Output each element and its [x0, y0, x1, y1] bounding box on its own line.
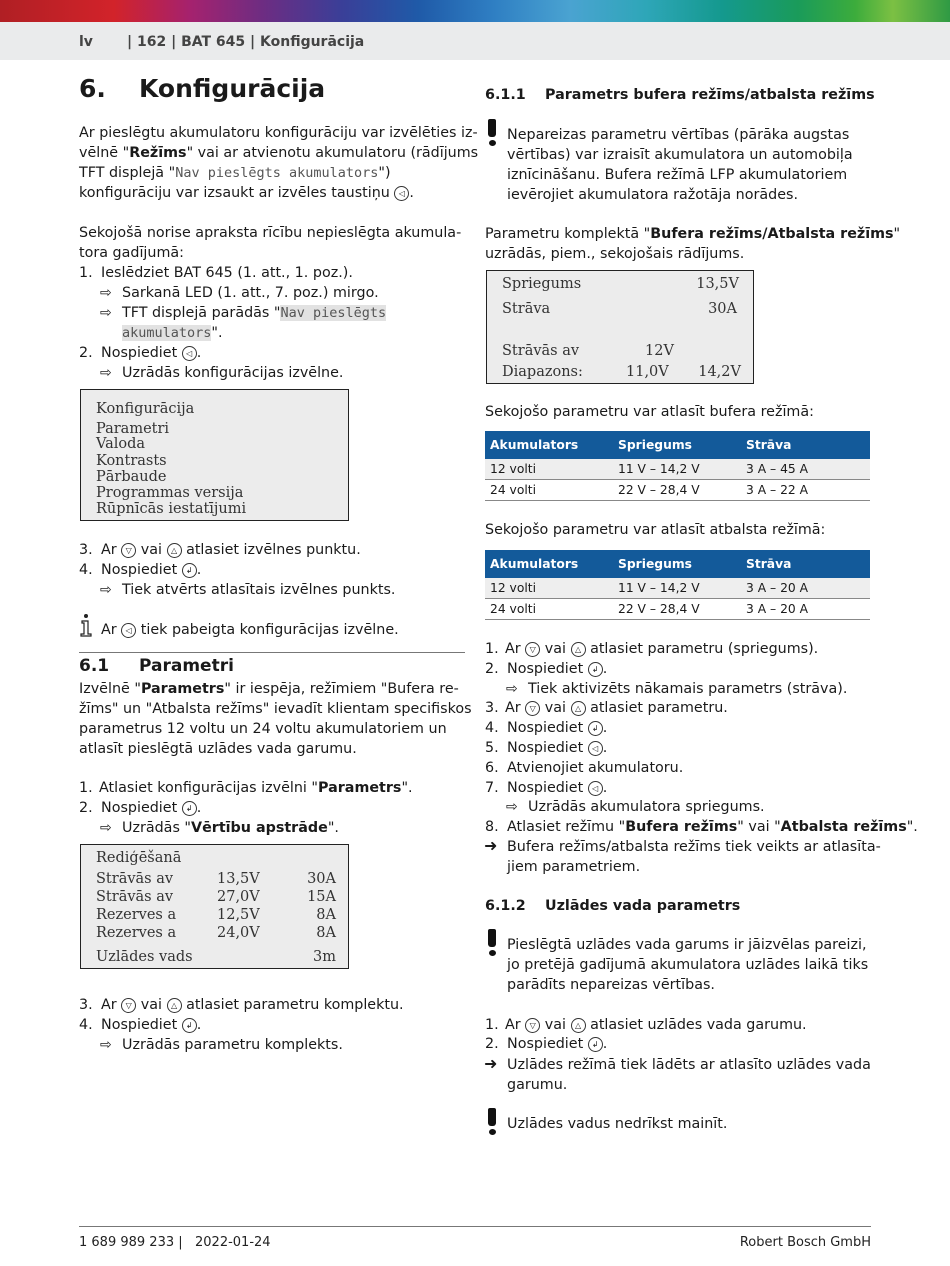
step-number: 2. [485, 661, 499, 677]
chapter-title: Konfigurācija [139, 74, 326, 103]
step-number: 1. [79, 265, 93, 281]
warning-line: Nepareizas parametru vērtības (pārāka augstas [507, 127, 850, 143]
step-text: Ar ▽ vai △ atlasiet parametru (spriegums). [505, 641, 819, 657]
subsection-title: Uzlādes vada parametrs [545, 898, 741, 914]
buffer-mode-table [485, 431, 870, 501]
lcd-cell: 27,0V [217, 889, 260, 905]
step-text: Nospiediet ◁ . [101, 345, 202, 361]
down-key-icon: ▽ [525, 701, 540, 716]
footer-company: Robert Bosch GmbH [739, 1235, 871, 1250]
support-mode-table [485, 550, 870, 620]
lcd-cell: Strāvās av [96, 871, 174, 887]
lcd-line: Programmas versija [96, 485, 244, 501]
step-number: 3. [79, 997, 93, 1013]
step-number: 1. [485, 641, 499, 657]
result-arrow-icon: ⇨ [100, 1037, 112, 1053]
column-header: Strāva [741, 431, 870, 459]
footer-divider [79, 1226, 871, 1227]
subsection-number: 6.1.2 [485, 898, 526, 914]
subsection-title: Parametrs bufera režīms/atbalsta režīms [545, 87, 875, 103]
table-cell: 3 A – 20 A [741, 599, 870, 620]
result-arrow-icon: ⇨ [100, 582, 112, 598]
table-row [485, 599, 870, 620]
table-cell: 3 A – 20 A [741, 578, 870, 599]
lcd-cell: 11,0V [626, 364, 669, 380]
lcd-cell: 12V [645, 343, 674, 359]
warning-line: parādīts nepareizas vērtības. [507, 977, 715, 993]
lcd-title: Rediģēšanā [96, 850, 182, 866]
result-text: Uzrādās akumulatora spriegums. [528, 799, 765, 815]
sequence-intro: tora gadījumā: [79, 245, 184, 261]
lcd-cell: Strāva [502, 301, 551, 317]
step-text: Ar ▽ vai △ atlasiet parametru komplektu. [101, 997, 404, 1013]
result-text: Tiek atvērts atlasītais izvēlnes punkts. [122, 582, 396, 598]
lcd-cell: Strāvās av [502, 343, 580, 359]
intro-line: konfigurāciju var izsaukt ar izvēles taustiņu ◁ . [79, 185, 414, 201]
lcd-cell: 14,2V [698, 364, 741, 380]
back-key-icon: ◁ [588, 741, 603, 756]
subsection-number: 6.1.1 [485, 87, 526, 103]
brand-color-bar [0, 0, 950, 22]
lcd-line: Valoda [96, 436, 146, 452]
breadcrumb: | 162 | BAT 645 | Konfigurācija [127, 34, 365, 50]
lcd-line: Pārbaude [96, 469, 167, 485]
step-number: 2. [79, 345, 93, 361]
intro-line: vēlnē "Režīms" vai ar atvienotu akumulatoru (rādījums [79, 145, 479, 161]
step-text: Nospiediet ↲ . [101, 800, 202, 816]
section-divider [79, 652, 465, 653]
table-cell: 24 volti [485, 599, 613, 620]
up-key-icon: △ [167, 543, 182, 558]
table-intro: Sekojošo parametru var atlasīt atbalsta režīmā: [485, 522, 826, 538]
outcome-line: jiem parametriem. [507, 859, 641, 875]
enter-key-icon: ↲ [182, 563, 197, 578]
back-key-icon: ◁ [121, 623, 136, 638]
table-row [485, 578, 870, 599]
lcd-cell: 30A [307, 871, 336, 887]
table-cell: 22 V – 28,4 V [613, 599, 741, 620]
table-intro: Sekojošo parametru var atlasīt bufera režīmā: [485, 404, 814, 420]
step-number: 8. [485, 819, 499, 835]
step-number: 3. [485, 700, 499, 716]
warning-icon [487, 119, 496, 146]
step-number: 2. [79, 800, 93, 816]
edit-display [80, 844, 349, 969]
back-key-icon: ◁ [182, 346, 197, 361]
column-header: Strāva [741, 550, 870, 578]
warning-line: vērtības) var izraisīt akumulatora un automobiļa [507, 147, 853, 163]
lcd-cell: Rezerves a [96, 907, 177, 923]
language-code: lv [79, 34, 93, 50]
chapter-number: 6. [79, 74, 106, 103]
intro-line: TFT displejā "Nav pieslēgts akumulators") [79, 165, 391, 181]
table-cell: 11 V – 14,2 V [613, 459, 741, 480]
table-cell: 22 V – 28,4 V [613, 480, 741, 501]
warning-line: Pieslēgtā uzlādes vada garums ir jāizvēlas pareizi, [507, 937, 867, 953]
down-key-icon: ▽ [121, 998, 136, 1013]
step-number: 4. [79, 1017, 93, 1033]
step-text: Nospiediet ↲ . [507, 720, 608, 736]
result-text: Uzrādās parametru komplekts. [122, 1037, 343, 1053]
step-number: 1. [485, 1017, 499, 1033]
result-arrow-icon: ⇨ [100, 305, 112, 321]
result-text: TFT displejā parādās "Nav pieslēgts [122, 305, 387, 321]
step-number: 4. [79, 562, 93, 578]
enter-key-icon: ↲ [588, 662, 603, 677]
result-arrow-icon: ⇨ [100, 285, 112, 301]
result-text: Uzrādās "Vērtību apstrāde". [122, 820, 339, 836]
result-arrow-icon: ⇨ [100, 365, 112, 381]
result-arrow-icon: ⇨ [506, 799, 518, 815]
enter-key-icon: ↲ [182, 1018, 197, 1033]
table-cell: 3 A – 45 A [741, 459, 870, 480]
warning-line: Uzlādes vadus nedrīkst mainīt. [507, 1116, 728, 1132]
warning-icon [487, 1108, 496, 1135]
column-header: Spriegums [613, 550, 741, 578]
paragraph-line: parametrus 12 voltu un 24 voltu akumulatoriem un [79, 721, 447, 737]
down-key-icon: ▽ [121, 543, 136, 558]
lcd-cell: 24,0V [217, 925, 260, 941]
lcd-cell: 8A [316, 907, 336, 923]
warning-line: jo pretējā gadījumā akumulatora uzlādes laikā tiks [507, 957, 869, 973]
up-key-icon: △ [571, 642, 586, 657]
step-text: Atlasiet režīmu "Bufera režīms" vai "Atbalsta režīms". [507, 819, 918, 835]
info-icon [79, 613, 93, 637]
paragraph-line: atlasīt pieslēgtā uzlādes vada garumu. [79, 741, 357, 757]
step-number: 4. [485, 720, 499, 736]
page-header [0, 22, 950, 60]
lcd-line: Kontrasts [96, 453, 167, 469]
down-key-icon: ▽ [525, 642, 540, 657]
lcd-cell: 15A [307, 889, 336, 905]
warning-line: ievērojiet akumulatora ražotāja norādes. [507, 187, 798, 203]
step-number: 6. [485, 760, 499, 776]
outcome-line: garumu. [507, 1077, 568, 1093]
menu-display [80, 389, 349, 521]
lcd-cell: Diapazons: [502, 364, 583, 380]
step-text: Nospiediet ◁ . [507, 740, 608, 756]
lcd-cell: 12,5V [217, 907, 260, 923]
table-row [485, 459, 870, 480]
lcd-cell: 13,5V [696, 276, 739, 292]
lcd-cell: Uzlādes vads [96, 949, 193, 965]
outcome-arrow-icon: ➜ [484, 1054, 498, 1073]
footer-doc-id: 1 689 989 233 | 2022-01-24 [79, 1235, 271, 1250]
paragraph-line: uzrādās, piem., sekojošais rādījums. [485, 246, 745, 262]
step-text: Ar ▽ vai △ atlasiet parametru. [505, 700, 728, 716]
table-cell: 24 volti [485, 480, 613, 501]
step-text: Ieslēdziet BAT 645 (1. att., 1. poz.). [101, 265, 353, 281]
step-text: Nospiediet ↲ . [101, 562, 202, 578]
intro-line: Ar pieslēgtu akumulatoru konfigurāciju var izvēlēties iz- [79, 125, 478, 141]
step-text: Nospiediet ◁ . [507, 780, 608, 796]
up-key-icon: △ [167, 998, 182, 1013]
result-text: akumulators". [122, 325, 223, 341]
back-key-icon: ◁ [394, 186, 409, 201]
result-arrow-icon: ⇨ [100, 820, 112, 836]
lcd-line: Konfigurācija [96, 401, 195, 417]
back-key-icon: ◁ [588, 781, 603, 796]
lcd-line: Parametri [96, 421, 170, 437]
step-number: 3. [79, 542, 93, 558]
result-text: Sarkanā LED (1. att., 7. poz.) mirgo. [122, 285, 379, 301]
step-number: 1. [79, 780, 93, 796]
paragraph-line: Izvēlnē "Parametrs" ir iespēja, režīmiem "Bufera re- [79, 681, 459, 697]
lcd-cell: 13,5V [217, 871, 260, 887]
result-text: Tiek aktivizēts nākamais parametrs (strāva). [528, 681, 848, 697]
table-cell: 12 volti [485, 459, 613, 480]
lcd-cell: Rezerves a [96, 925, 177, 941]
paragraph-line: Parametru komplektā "Bufera režīms/Atbalsta režīms" [485, 226, 901, 242]
info-note: Ar ◁ tiek pabeigta konfigurācijas izvēlne. [101, 622, 399, 638]
column-header: Akumulators [485, 431, 613, 459]
warning-icon [487, 929, 496, 956]
paragraph-line: žīms" un "Atbalsta režīms" ievadīt klientam specifiskos [79, 701, 472, 717]
up-key-icon: △ [571, 701, 586, 716]
outcome-line: Uzlādes režīmā tiek lādēts ar atlasīto uzlādes vada [507, 1057, 871, 1073]
step-number: 2. [485, 1036, 499, 1052]
step-text: Nospiediet ↲ . [101, 1017, 202, 1033]
outcome-arrow-icon: ➜ [484, 836, 498, 855]
table-cell: 12 volti [485, 578, 613, 599]
lcd-line: Rūpnīcās iestatījumi [96, 501, 247, 517]
result-text: Uzrādās konfigurācijas izvēlne. [122, 365, 344, 381]
section-number: 6.1 [79, 656, 110, 676]
sequence-intro: Sekojošā norise apraksta rīcību nepieslēgta akumula- [79, 225, 462, 241]
step-text: Atlasiet konfigurācijas izvēlni "Parametrs". [99, 780, 413, 796]
step-text: Atvienojiet akumulatoru. [507, 760, 684, 776]
table-cell: 11 V – 14,2 V [613, 578, 741, 599]
table-row [485, 480, 870, 501]
warning-line: iznīcināšanu. Bufera režīmā LFP akumulatoriem [507, 167, 848, 183]
lcd-cell: 8A [316, 925, 336, 941]
lcd-cell: Spriegums [502, 276, 582, 292]
enter-key-icon: ↲ [588, 1037, 603, 1052]
result-arrow-icon: ⇨ [506, 681, 518, 697]
column-header: Spriegums [613, 431, 741, 459]
column-header: Akumulators [485, 550, 613, 578]
step-text: Ar ▽ vai △ atlasiet uzlādes vada garumu. [505, 1017, 807, 1033]
step-number: 7. [485, 780, 499, 796]
enter-key-icon: ↲ [182, 801, 197, 816]
step-text: Nospiediet ↲ . [507, 1036, 608, 1052]
lcd-cell: Strāvās av [96, 889, 174, 905]
up-key-icon: △ [571, 1018, 586, 1033]
lcd-cell: 30A [708, 301, 737, 317]
step-text: Ar ▽ vai △ atlasiet izvēlnes punktu. [101, 542, 361, 558]
down-key-icon: ▽ [525, 1018, 540, 1033]
step-text: Nospiediet ↲ . [507, 661, 608, 677]
table-cell: 3 A – 22 A [741, 480, 870, 501]
outcome-line: Bufera režīms/atbalsta režīms tiek veikts ar atlasīta- [507, 839, 881, 855]
enter-key-icon: ↲ [588, 721, 603, 736]
section-title: Parametri [139, 656, 234, 676]
step-number: 5. [485, 740, 499, 756]
lcd-cell: 3m [313, 949, 336, 965]
parameter-display [486, 270, 754, 384]
